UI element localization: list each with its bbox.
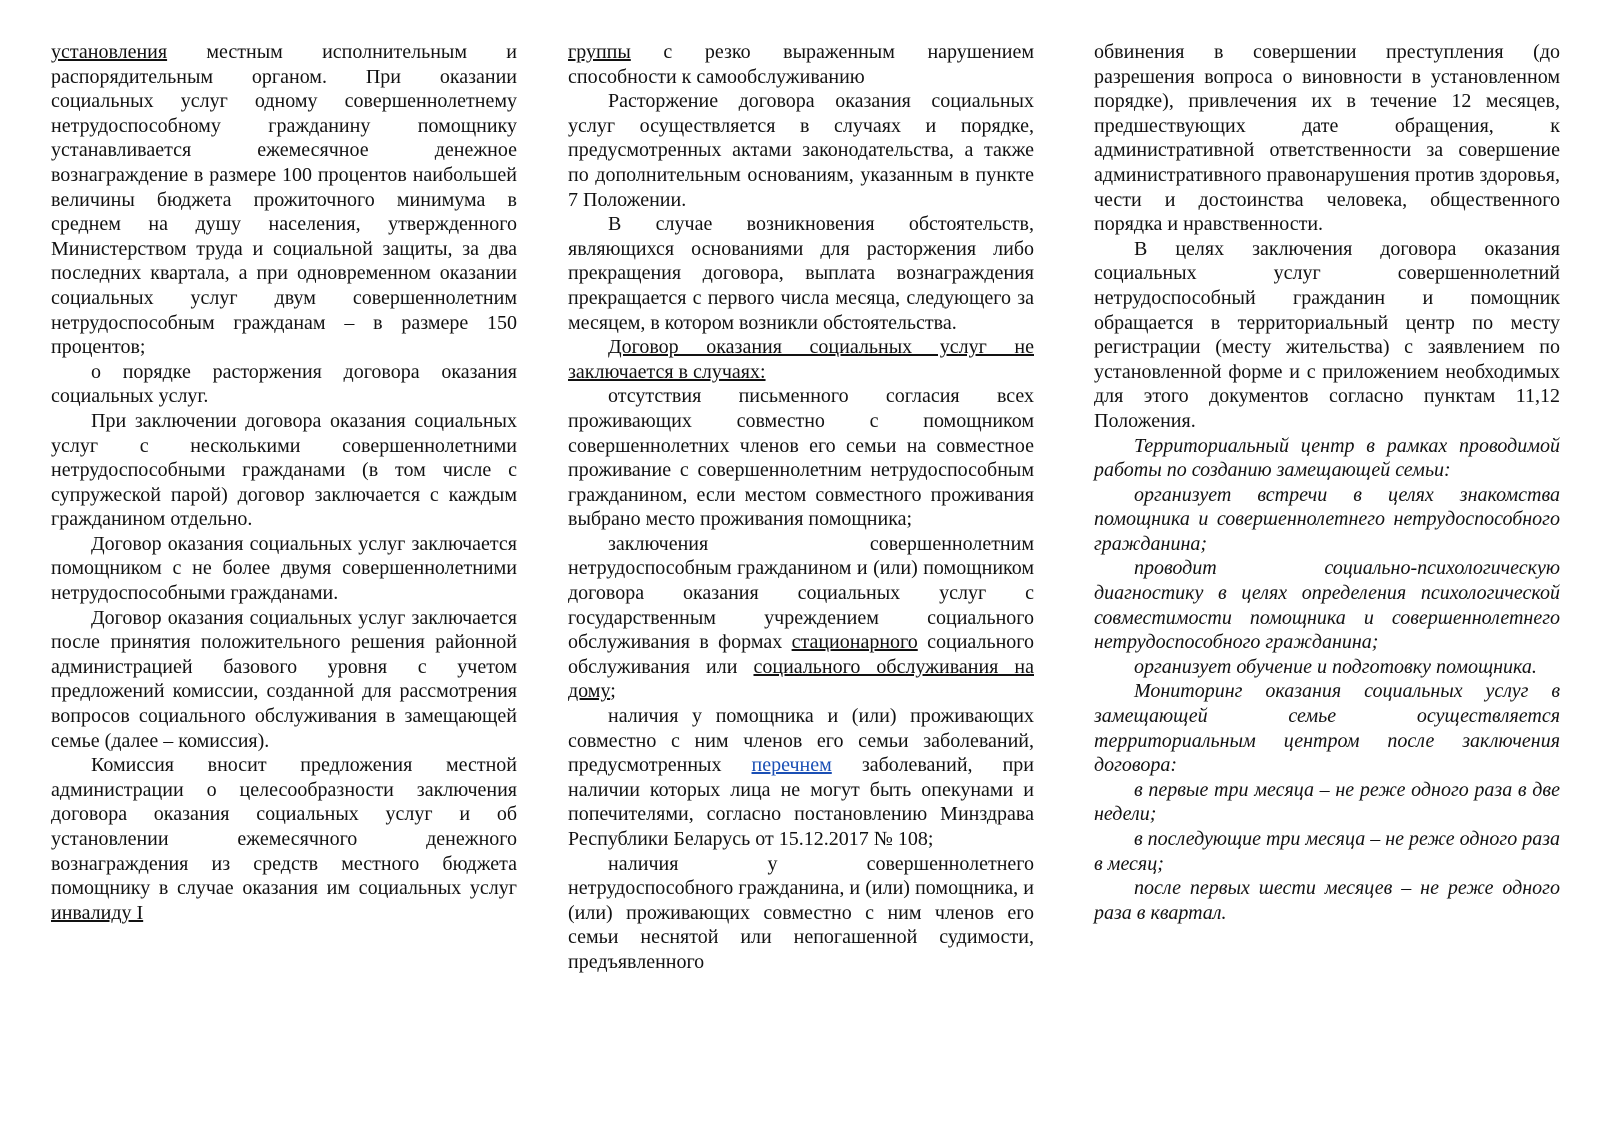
paragraph-text: местным исполнительным и распорядительным органом. При оказании социальных услуг одному совершеннолетнему нетрудоспособному гражданину помощнику устанавливается ежемесячное денежное вознаграждение в размере 100 процентов наибольшей величины бюджета прожиточного минимума в среднем на душу населения, утвержденного Министерством труда и социальной защиты, за два последних квартала, а при одновременном оказании социальных услуг двум совершеннолетним нетрудоспособным гражданам – в размере 150 процентов; — [51, 41, 517, 359]
italic-paragraph: организует обучение и подготовку помощника. — [1134, 655, 1537, 678]
underlined-heading: Договор оказания социальных услуг не заключается в случаях: — [568, 336, 1034, 383]
paragraph: обвинения в совершении преступления (до разрешения вопроса о виновности в установленном порядке), привлечения их в течение 12 месяцев, предшествующих дате обращения, к административной ответственности за совершение административного правонарушения против здоровья, чести и достоинства человека, общественного порядка и нравственности. — [1094, 41, 1560, 236]
paragraph-text: заболеваний, при наличии которых лица не могут быть опекунами и попечителями, согласно постановлению Минздрава Республики Беларусь от 15.12.2017 № 108; — [568, 754, 1034, 850]
italic-paragraph: организует встречи в целях знакомства помощника и совершеннолетнего нетрудоспособного гражданина; — [1094, 483, 1560, 555]
paragraph-text: ; — [610, 680, 616, 703]
paragraph: Договор оказания социальных услуг заключается помощником с не более двумя совершеннолетними нетрудоспособными гражданами. — [51, 532, 517, 605]
paragraph: наличия у совершеннолетнего нетрудоспособного гражданина, и (или) помощника, и (или) проживающих совместно с ним членов его семьи неснятой или непогашенной судимости, предъявленного — [568, 852, 1034, 973]
paragraph-text: социального обслуживания или — [568, 631, 1034, 678]
paragraph-text: заключения совершеннолетним нетрудоспособным гражданином и (или) помощником договора оказания социальных услуг с государственным учреждением социального обслуживания в формах — [568, 532, 1034, 654]
underlined-term: инвалиду I — [51, 901, 144, 924]
underlined-term: группы — [568, 41, 631, 63]
paragraph: о порядке расторжения договора оказания социальных услуг. — [51, 360, 517, 408]
paragraph: Договор оказания социальных услуг заключается после принятия положительного решения районной администрацией базового уровня с учетом предложений комиссии, созданной для рассмотрения вопросов социального обслуживания в замещающей семье (далее – комиссия). — [51, 606, 517, 752]
italic-paragraph: проводит социально-психологическую диагностику в целях определения психологической совместимости помощника и совершеннолетнего нетрудоспособного гражданина; — [1094, 557, 1560, 654]
underlined-term: социального обслуживания на дому — [568, 655, 1034, 703]
italic-paragraph: после первых шести месяцев – не реже одного раза в квартал. — [1094, 877, 1560, 924]
column-3 — [1094, 40, 1560, 925]
paragraph — [568, 704, 1034, 852]
paragraph — [51, 753, 517, 925]
column-2 — [568, 40, 1034, 975]
underlined-term: установления — [51, 41, 168, 63]
paragraph-text: Комиссия вносит предложения местной администрации о целесообразности заключения договора оказания социальных услуг и об установлении ежемесячного денежного вознаграждения из средств местного бюджета помощнику в случае оказания им социальных услуг — [51, 754, 517, 900]
underlined-term: стационарного — [791, 631, 918, 654]
column-1 — [51, 40, 517, 925]
paragraph — [51, 40, 517, 360]
italic-paragraph: в первые три месяца – не реже одного раза в две недели; — [1094, 778, 1560, 826]
paragraph — [568, 40, 1034, 89]
paragraph: При заключении договора оказания социальных услуг с несколькими совершеннолетними нетрудоспособными гражданами (в том числе с супружеской парой) договор заключается с каждым гражданином отдельно. — [51, 409, 517, 531]
italic-paragraph: в последующие три месяца – не реже одного раза в месяц; — [1094, 828, 1560, 875]
italic-paragraph: Территориальный центр в рамках проводимой работы по созданию замещающей семьи: — [1094, 434, 1560, 482]
paragraph: отсутствия письменного согласия всех проживающих совместно с помощником совершеннолетних членов его семьи на совместное проживание с совершеннолетним нетрудоспособным гражданином, если местом совместного проживания выбрано место проживания помощника; — [568, 385, 1034, 531]
italic-paragraph: Мониторинг оказания социальных услуг в замещающей семье осуществляется территориальным центром после заключения договора: — [1094, 680, 1560, 777]
paragraph: Расторжение договора оказания социальных услуг осуществляется в случаях и порядке, предусмотренных актами законодательства, а также по дополнительным основаниям, указанным в пункте 7 Положении. — [568, 90, 1034, 211]
paragraph-text: наличия у помощника и (или) проживающих совместно с ним членов его семьи заболеваний, предусмотренных — [568, 705, 1034, 777]
paragraph: В случае возникновения обстоятельств, являющихся основаниями для расторжения либо прекращения договора, выплата вознаграждения прекращается с первого числа месяца, следующего за месяцем, в котором возникли обстоятельства. — [568, 213, 1034, 334]
paragraph-text: с резко выраженным нарушением способности к самообслуживанию — [568, 41, 1034, 88]
paragraph — [568, 532, 1034, 704]
paragraph: В целях заключения договора оказания социальных услуг совершеннолетний нетрудоспособный гражданин и помощник обращается в территориальный центр по месту регистрации (месту жительства) с заявлением по установленной форме и с приложением необходимых для этого документов согласно пунктам 11,12 Положения. — [1094, 237, 1560, 432]
perechen-link[interactable]: перечнем — [751, 754, 832, 777]
